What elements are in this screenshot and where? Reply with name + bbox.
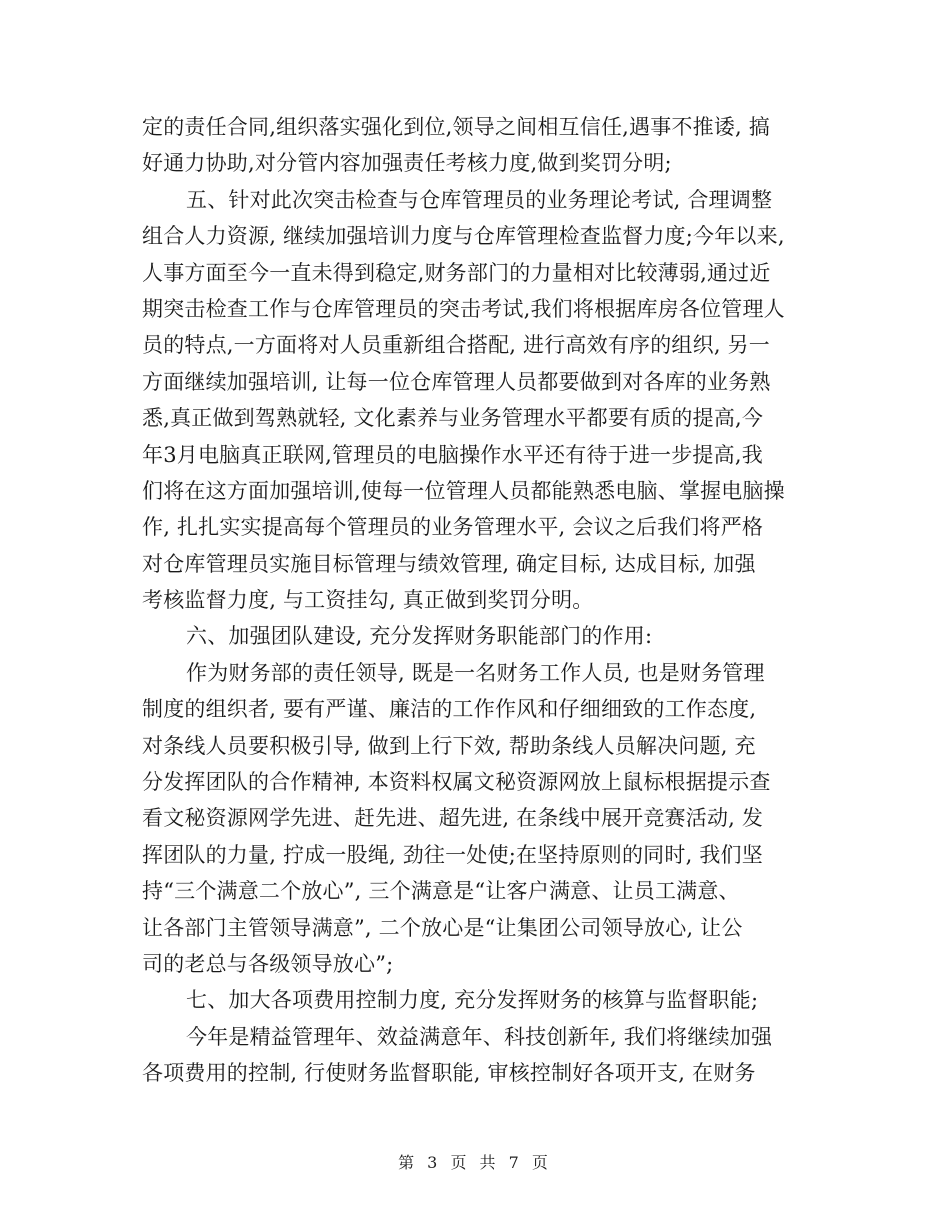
text-line: 今年是精益管理年、效益满意年、科技创新年, 我们将继续加强 — [186, 1024, 773, 1049]
text-line: 年3月电脑真正联网,管理员的电脑操作水平还有待于进一步提高,我 — [142, 442, 763, 467]
text-line: 作为财务部的责任领导, 既是一名财务工作人员, 也是财务管理 — [186, 660, 765, 685]
page-footer: 第 3 页 共 7 页 — [398, 1153, 552, 1172]
text-line: 人事方面至今一直未得到稳定,财务部门的力量相对比较薄弱,通过近 — [142, 260, 771, 285]
text-line: 定的责任合同,组织落实强化到位,领导之间相互信任,遇事不推诿, 搞 — [142, 115, 770, 139]
document-body — [142, 109, 812, 1092]
text-line: 七、加大各项费用控制力度, 充分发挥财务的核算与监督职能; — [186, 988, 759, 1013]
text-line: 五、针对此次突击检查与仓库管理员的业务理论考试, 合理调整 — [186, 187, 773, 212]
text-line: 组合人力资源, 继续加强培训力度与仓库管理检查监督力度;今年以来, — [142, 224, 785, 249]
text-line: 司的老总与各级领导放心”; — [142, 951, 394, 976]
text-line: 员的特点,一方面将对人员重新组合搭配, 进行高效有序的组织, 另一 — [142, 333, 770, 358]
text-line: 分发挥团队的合作精神, 本资料权属文秘资源网放上鼠标根据提示查 — [142, 770, 771, 795]
text-line: 好通力协助,对分管内容加强责任考核力度,做到奖罚分明; — [142, 151, 672, 176]
text-line: 六、加强团队建设, 充分发挥财务职能部门的作用: — [186, 624, 653, 649]
text-line: 悉,真正做到驾熟就轻, 文化素养与业务管理水平都要有质的提高,今 — [142, 406, 764, 431]
text-line: 制度的组织者, 要有严谨、廉洁的工作作风和仔细细致的工作态度, — [142, 697, 757, 722]
text-line: 持“三个满意二个放心”, 三个满意是“让客户满意、让员工满意、 — [142, 879, 740, 904]
text-line: 对仓库管理员实施目标管理与绩效管理, 确定目标, 达成目标, 加强 — [142, 551, 756, 576]
text-line: 各项费用的控制, 行使财务监督职能, 审核控制好各项开支, 在财务 — [142, 1061, 756, 1086]
text-line: 看文秘资源网学先进、赶先进、超先进, 在条线中展开竞赛活动, 发 — [142, 806, 764, 831]
text-line: 们将在这方面加强培训,使每一位管理人员都能熟悉电脑、掌握电脑操 — [142, 478, 785, 503]
text-line: 挥团队的力量, 拧成一股绳, 劲往一处使;在坚持原则的同时, 我们坚 — [142, 842, 763, 867]
text-line: 期突击检查工作与仓库管理员的突击考试,我们将根据库房各位管理人 — [142, 296, 785, 321]
text-line: 考核监督力度, 与工资挂勾, 真正做到奖罚分明。 — [142, 588, 594, 613]
text-line: 让各部门主管领导满意”, 二个放心是“让集团公司领导放心, 让公 — [142, 915, 743, 940]
text-line: 方面继续加强培训, 让每一位仓库管理人员都要做到对各库的业务熟 — [142, 369, 771, 394]
text-line: 对条线人员要积极引导, 做到上行下效, 帮助条线人员解决问题, 充 — [142, 733, 756, 758]
text-line: 作, 扎扎实实提高每个管理员的业务管理水平, 会议之后我们将严格 — [142, 515, 764, 540]
